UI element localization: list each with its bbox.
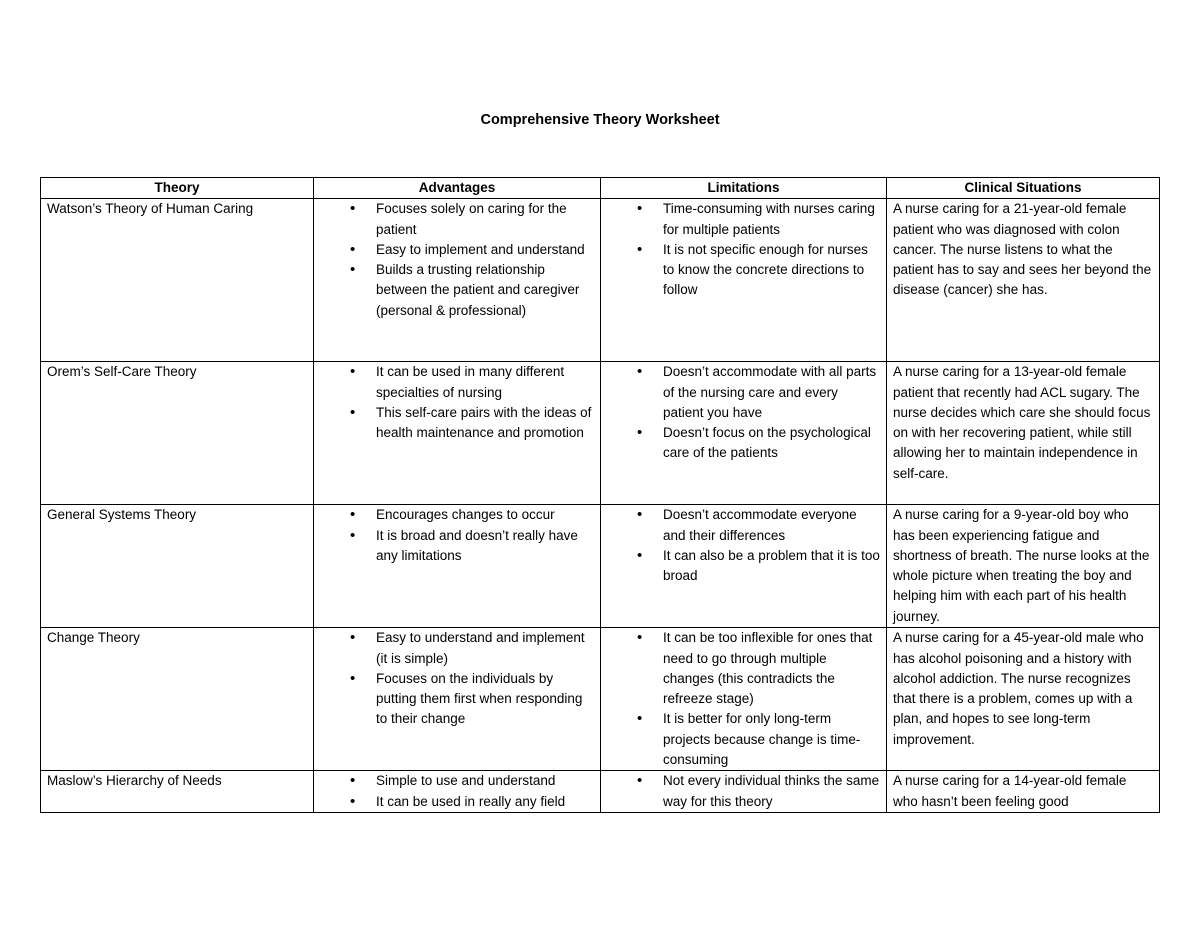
advantages-list xyxy=(320,505,594,566)
limitations-list xyxy=(607,199,880,300)
limitations-cell xyxy=(601,628,887,771)
advantages-cell xyxy=(314,199,601,362)
table-row xyxy=(41,628,1160,771)
list-item: • Builds a trusting relationship between the patient and caregiver (personal & professional) xyxy=(320,260,594,321)
advantages-cell xyxy=(314,771,601,813)
list-item: • Not every individual thinks the same way for this theory xyxy=(607,771,880,812)
list-item: • It can also be a problem that it is too broad xyxy=(607,546,880,587)
advantages-list xyxy=(320,771,594,812)
theory-cell: Change Theory xyxy=(41,628,314,771)
limitations-list xyxy=(607,362,880,463)
list-item: • It is broad and doesn’t really have any limitations xyxy=(320,526,594,567)
theory-cell: Orem’s Self-Care Theory xyxy=(41,362,314,505)
list-item: • It is better for only long-term projects because change is time-consuming xyxy=(607,709,880,770)
list-item: • Easy to understand and implement (it is simple) xyxy=(320,628,594,669)
theory-cell: General Systems Theory xyxy=(41,505,314,628)
clinical-situation-cell: A nurse caring for a 13-year-old female patient that recently had ACL sugary. The nurse decides which care she should focus on with her recovering patient, while still allowing her to maintain independence in self-care. xyxy=(887,362,1160,505)
theory-table xyxy=(40,177,1160,813)
limitations-cell xyxy=(601,199,887,362)
table-row xyxy=(41,771,1160,813)
list-item: • Time-consuming with nurses caring for multiple patients xyxy=(607,199,880,240)
clinical-situation-cell: A nurse caring for a 9-year-old boy who has been experiencing fatigue and shortness of breath. The nurse looks at the whole picture when treating the boy and helping him with each part of his health journey. xyxy=(887,505,1160,628)
clinical-situation-cell: A nurse caring for a 45-year-old male who has alcohol poisoning and a history with alcohol addiction. The nurse recognizes that there is a problem, comes up with a plan, and hopes to see long-term improvement. xyxy=(887,628,1160,771)
list-item: • Simple to use and understand xyxy=(320,771,594,791)
limitations-cell xyxy=(601,362,887,505)
advantages-list xyxy=(320,362,594,443)
clinical-situation-cell: A nurse caring for a 21-year-old female patient who was diagnosed with colon cancer. The nurse listens to what the patient has to say and sees her beyond the disease (cancer) she has. xyxy=(887,199,1160,362)
theory-cell: Watson’s Theory of Human Caring xyxy=(41,199,314,362)
list-item: • Doesn’t accommodate with all parts of the nursing care and every patient you have xyxy=(607,362,880,423)
list-item: • Encourages changes to occur xyxy=(320,505,594,525)
list-item: • This self-care pairs with the ideas of health maintenance and promotion xyxy=(320,403,594,444)
limitations-cell xyxy=(601,771,887,813)
list-item: • Focuses on the individuals by putting them first when responding to their change xyxy=(320,669,594,730)
column-header-limitations: Limitations xyxy=(601,178,887,199)
list-item: • Doesn’t focus on the psychological care of the patients xyxy=(607,423,880,464)
list-item: • Doesn’t accommodate everyone and their differences xyxy=(607,505,880,546)
table-row xyxy=(41,505,1160,628)
list-item: • Focuses solely on caring for the patient xyxy=(320,199,594,240)
list-item: • Easy to implement and understand xyxy=(320,240,594,260)
page-title: Comprehensive Theory Worksheet xyxy=(480,112,720,128)
table-header-row xyxy=(41,178,1160,199)
column-header-theory: Theory xyxy=(41,178,314,199)
theory-cell: Maslow’s Hierarchy of Needs xyxy=(41,771,314,813)
limitations-cell xyxy=(601,505,887,628)
list-item: • It can be used in really any field xyxy=(320,792,594,812)
limitations-list xyxy=(607,628,880,770)
advantages-cell xyxy=(314,628,601,771)
advantages-list xyxy=(320,199,594,321)
column-header-clinical-situations: Clinical Situations xyxy=(887,178,1160,199)
table-row xyxy=(41,362,1160,505)
column-header-advantages: Advantages xyxy=(314,178,601,199)
advantages-cell xyxy=(314,505,601,628)
list-item: • It is not specific enough for nurses to know the concrete directions to follow xyxy=(607,240,880,301)
limitations-list xyxy=(607,771,880,812)
table-row xyxy=(41,199,1160,362)
advantages-cell xyxy=(314,362,601,505)
clinical-situation-cell: A nurse caring for a 14-year-old female who hasn’t been feeling good xyxy=(887,771,1160,813)
list-item: • It can be too inflexible for ones that need to go through multiple changes (this contradicts the refreeze stage) xyxy=(607,628,880,709)
limitations-list xyxy=(607,505,880,586)
advantages-list xyxy=(320,628,594,729)
list-item: • It can be used in many different specialties of nursing xyxy=(320,362,594,403)
